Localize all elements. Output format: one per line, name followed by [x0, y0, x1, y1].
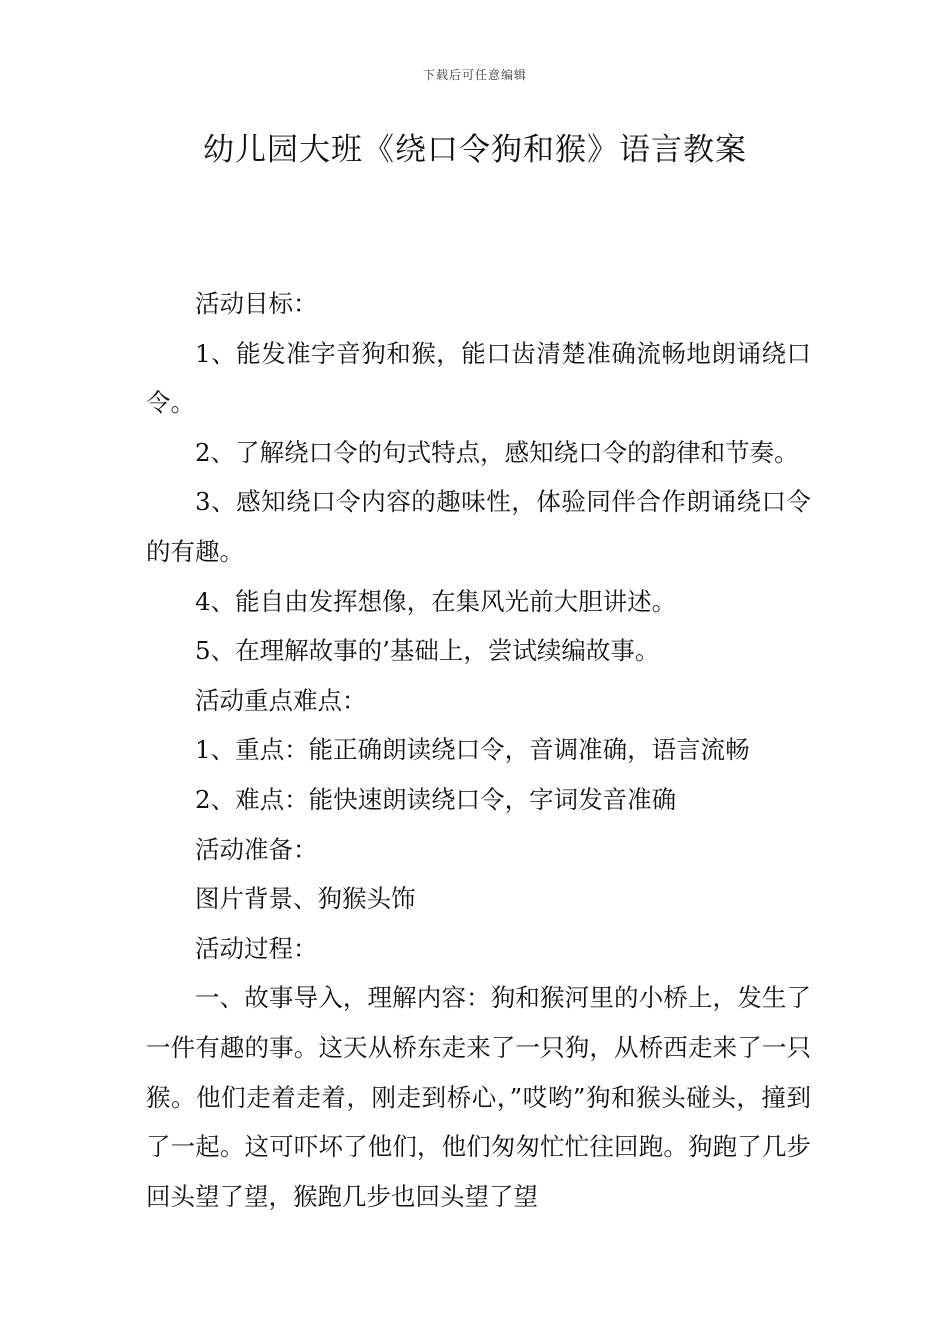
goal-item-4: 4、能自由发挥想像，在集风光前大胆讲述。: [195, 586, 677, 616]
goal-item-5: 5、在理解故事的’基础上，尝试续编故事。: [195, 636, 660, 666]
document-title: 幼儿园大班《绕口令狗和猴》语言教案: [203, 132, 747, 168]
page-header-note: 下载后可任意编辑: [422, 68, 527, 82]
key-point-item-1: 1、重点：能正确朗读绕口令，音调准确，语言流畅: [195, 735, 750, 765]
preparation-text: 图片背景、狗猴头饰: [195, 884, 416, 914]
section-heading-goals: 活动目标：: [195, 289, 318, 318]
section-heading-key-points: 活动重点难点：: [195, 685, 367, 715]
process-paragraph-1: 一、故事导入，理解内容：狗和猴河里的小桥上，发生了一件有趣的事。这天从桥东走来了一只狗，从桥西走来了一只猴。他们走着走着，刚走到桥心，”哎哟”狗和猴头碰头，撞到了一起。这可吓坏了他们，他们匆匆忙忙往回跑。狗跑了几步回头望了望，猴跑几步也回头望了望: [146, 983, 811, 1211]
goal-item-2: 2、了解绕口令的句式特点，感知绕口令的韵律和节奏。: [195, 437, 799, 467]
section-heading-preparation: 活动准备：: [195, 834, 318, 864]
document-body: [146, 279, 811, 1221]
key-point-item-2: 2、难点：能快速朗读绕口令，字词发音准确: [195, 784, 677, 814]
section-heading-process: 活动过程：: [195, 933, 318, 963]
goal-item-3: 3、感知绕口令内容的趣味性，体验同伴合作朗诵绕口令的有趣。: [146, 487, 811, 566]
goal-item-1: 1、能发准字音狗和猴，能口齿清楚准确流畅地朗诵绕口令。: [146, 338, 811, 418]
